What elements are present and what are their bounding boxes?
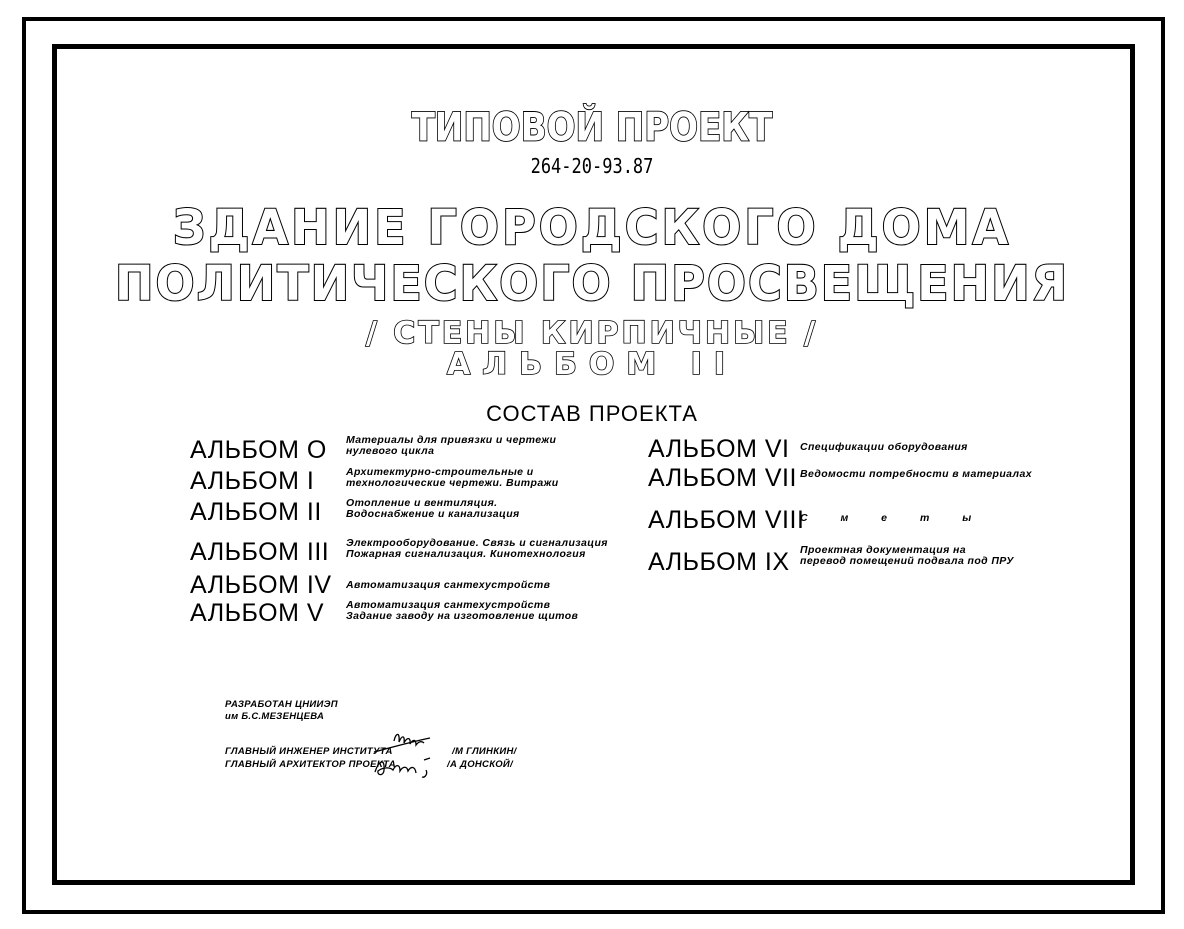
album-description-line: С м е т ы <box>800 512 976 524</box>
album-description-line: Автоматизация сантехустройств <box>346 579 551 591</box>
album-label: АЛЬБОМ VII <box>648 464 797 492</box>
album-description-line: Автоматизация сантехустройств <box>346 599 551 611</box>
project-code: 264-20-93.87 <box>530 155 654 179</box>
developer-block <box>225 699 338 723</box>
album-description <box>800 469 1032 480</box>
album-label: АЛЬБОМ V <box>190 599 325 627</box>
album-description-line: Проектная документация на <box>800 544 966 556</box>
album-description <box>800 442 968 453</box>
album-description-line: Водоснабжение и канализация <box>346 508 520 520</box>
title-subtitle: / СТЕНЫ КИРПИЧНЫЕ / <box>365 316 819 351</box>
chief-architect-role: ГЛАВНЫЙ АРХИТЕКТОР ПРОЕКТА <box>225 759 396 770</box>
album-description-line: Ведомости потребности в материалах <box>800 468 1032 480</box>
album-description-line: Материалы для привязки и чертежи <box>346 434 557 446</box>
album-description-line: Пожарная сигнализация. Кинотехнология <box>346 548 586 560</box>
developer-line-2: им Б.С.МЕЗЕНЦЕВА <box>225 711 325 722</box>
album-label: АЛЬБОМ III <box>190 538 330 566</box>
album-description <box>346 435 556 457</box>
chief-engineer-role: ГЛАВНЫЙ ИНЖЕНЕР ИНСТИТУТА <box>225 746 393 757</box>
album-description-line: Отопление и вентиляция. <box>346 497 498 509</box>
composition-heading: СОСТАВ ПРОЕКТА <box>486 401 698 426</box>
album-description-line: Архитектурно-строительные и <box>346 466 534 478</box>
album-label: АЛЬБОМ IX <box>648 548 790 576</box>
album-description <box>346 467 559 489</box>
chief-architect-name: /А ДОНСКОЙ/ <box>447 759 513 770</box>
title-line-2: ПОЛИТИЧЕСКОГО ПРОСВЕЩЕНИЯ <box>114 254 1070 312</box>
chief-engineer-name: /М ГЛИНКИН/ <box>452 746 517 757</box>
album-description-line: Задание заводу на изготовление щитов <box>346 610 579 622</box>
album-label: АЛЬБОМ IV <box>190 571 332 599</box>
chief-architect-signature-icon <box>372 752 444 780</box>
project-type-label: ТИПОВОЙ ПРОЕКТ <box>411 105 773 151</box>
album-description-line: Электрооборудование. Связь и сигнализация <box>346 537 608 549</box>
album-description <box>346 600 578 622</box>
album-description <box>346 538 608 560</box>
album-description-line: перевод помещений подвала под ПРУ <box>800 555 1014 567</box>
title-album: АЛЬБОМ II <box>447 347 737 382</box>
album-description-line: технологические чертежи. Витражи <box>346 477 559 489</box>
album-description-line: Спецификации оборудования <box>800 441 968 453</box>
title-line-1: ЗДАНИЕ ГОРОДСКОГО ДОМА <box>172 198 1012 256</box>
album-label: АЛЬБОМ I <box>190 467 315 495</box>
album-description <box>346 580 550 591</box>
album-label: АЛЬБОМ VIII <box>648 506 805 534</box>
album-description-line: нулевого цикла <box>346 445 435 457</box>
album-description <box>800 545 1014 567</box>
album-label: АЛЬБОМ О <box>190 436 327 464</box>
album-label: АЛЬБОМ VI <box>648 435 790 463</box>
album-label: АЛЬБОМ II <box>190 498 322 526</box>
album-description <box>346 498 520 520</box>
album-description <box>800 513 975 524</box>
developer-line-1: РАЗРАБОТАН ЦНИИЭП <box>225 699 338 710</box>
